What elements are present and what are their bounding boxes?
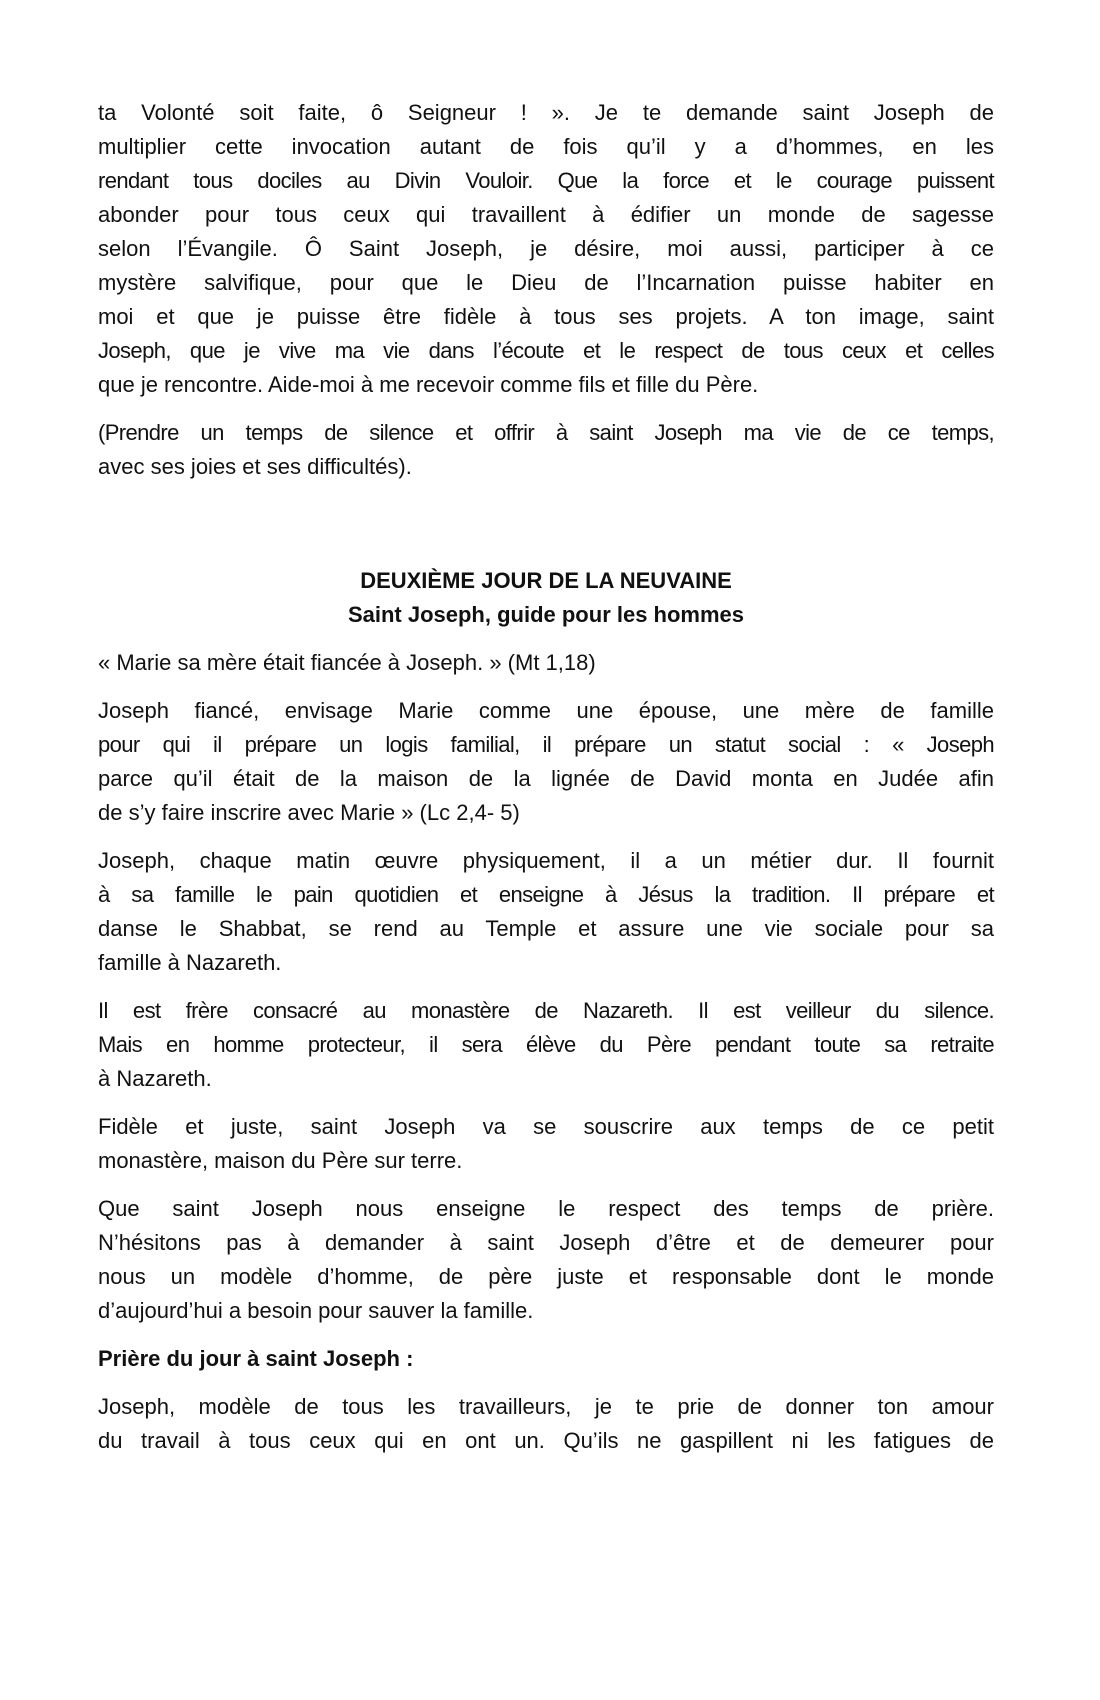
text-line: abonder pour tous ceux qui travaillent à édifier un monde de sagesse [98,202,994,227]
text-line: Il est frère consacré au monastère de Nazareth. Il est veilleur du silence. [98,998,994,1023]
intro-paragraph [98,96,994,402]
scripture-quote [98,646,994,680]
text-line: (Prendre un temps de silence et offrir à saint Joseph ma vie de ce temps, [98,420,994,445]
text-line: Joseph, que je vive ma vie dans l’écoute et le respect de tous ceux et celles [98,338,994,363]
text-line: Joseph, chaque matin œuvre physiquement, il a un métier dur. Il fournit [98,848,994,873]
text-line: monastère, maison du Père sur terre. [98,1148,463,1173]
text-line: d’aujourd’hui a besoin pour sauver la famille. [98,1298,534,1323]
body-paragraph [98,1192,994,1328]
document-page [98,96,994,1472]
prayer-heading: Prière du jour à saint Joseph : [98,1346,414,1371]
text-line: selon l’Évangile. Ô Saint Joseph, je désire, moi aussi, participer à ce [98,236,994,261]
text-line: Que saint Joseph nous enseigne le respect des temps de prière. [98,1196,994,1221]
prayer-heading-block [98,1342,994,1376]
text-line: pour qui il prépare un logis familial, il prépare un statut social : « Joseph [98,732,994,757]
text-line: moi et que je puisse être fidèle à tous ses projets. A ton image, saint [98,304,994,329]
text-line: à Nazareth. [98,1066,212,1091]
text-line: Fidèle et juste, saint Joseph va se souscrire aux temps de ce petit [98,1114,994,1139]
text-line: multiplier cette invocation autant de fois qu’il y a d’hommes, en les [98,134,994,159]
body-paragraph [98,694,994,830]
prayer-paragraph [98,1390,994,1458]
text-line: mystère salvifique, pour que le Dieu de l’Incarnation puisse habiter en [98,270,994,295]
text-line: de s’y faire inscrire avec Marie » (Lc 2,4- 5) [98,800,520,825]
text-line: ta Volonté soit faite, ô Seigneur ! ». Je te demande saint Joseph de [98,100,994,125]
text-line: du travail à tous ceux qui en ont un. Qu’ils ne gaspillent ni les fatigues de [98,1428,994,1453]
body-paragraph [98,1110,994,1178]
text-line: que je rencontre. Aide-moi à me recevoir comme fils et fille du Père. [98,372,759,397]
text-line: Joseph, modèle de tous les travailleurs, je te prie de donner ton amour [98,1394,994,1419]
text-line: danse le Shabbat, se rend au Temple et assure une vie sociale pour sa [98,916,994,941]
text-line: Mais en homme protecteur, il sera élève du Père pendant toute sa retraite [98,1032,994,1057]
text-line: nous un modèle d’homme, de père juste et responsable dont le monde [98,1264,994,1289]
text-line: parce qu’il était de la maison de la lignée de David monta en Judée afin [98,766,994,791]
text-line: famille à Nazareth. [98,950,282,975]
text-line: avec ses joies et ses difficultés). [98,454,412,479]
text-line: Joseph fiancé, envisage Marie comme une épouse, une mère de famille [98,698,994,723]
body-paragraph [98,994,994,1096]
silence-note [98,416,994,484]
text-line: N’hésitons pas à demander à saint Joseph d’être et de demeurer pour [98,1230,994,1255]
quote-line: « Marie sa mère était fiancée à Joseph. » (Mt 1,18) [98,650,596,675]
body-paragraph [98,844,994,980]
section-spacer [98,498,994,564]
section-subtitle: Saint Joseph, guide pour les hommes [347,602,745,627]
text-line: rendant tous dociles au Divin Vouloir. Que la force et le courage puissent [98,168,994,193]
text-line: à sa famille le pain quotidien et enseigne à Jésus la tradition. Il prépare et [98,882,994,907]
section-title: DEUXIÈME JOUR DE LA NEUVAINE [360,568,732,593]
